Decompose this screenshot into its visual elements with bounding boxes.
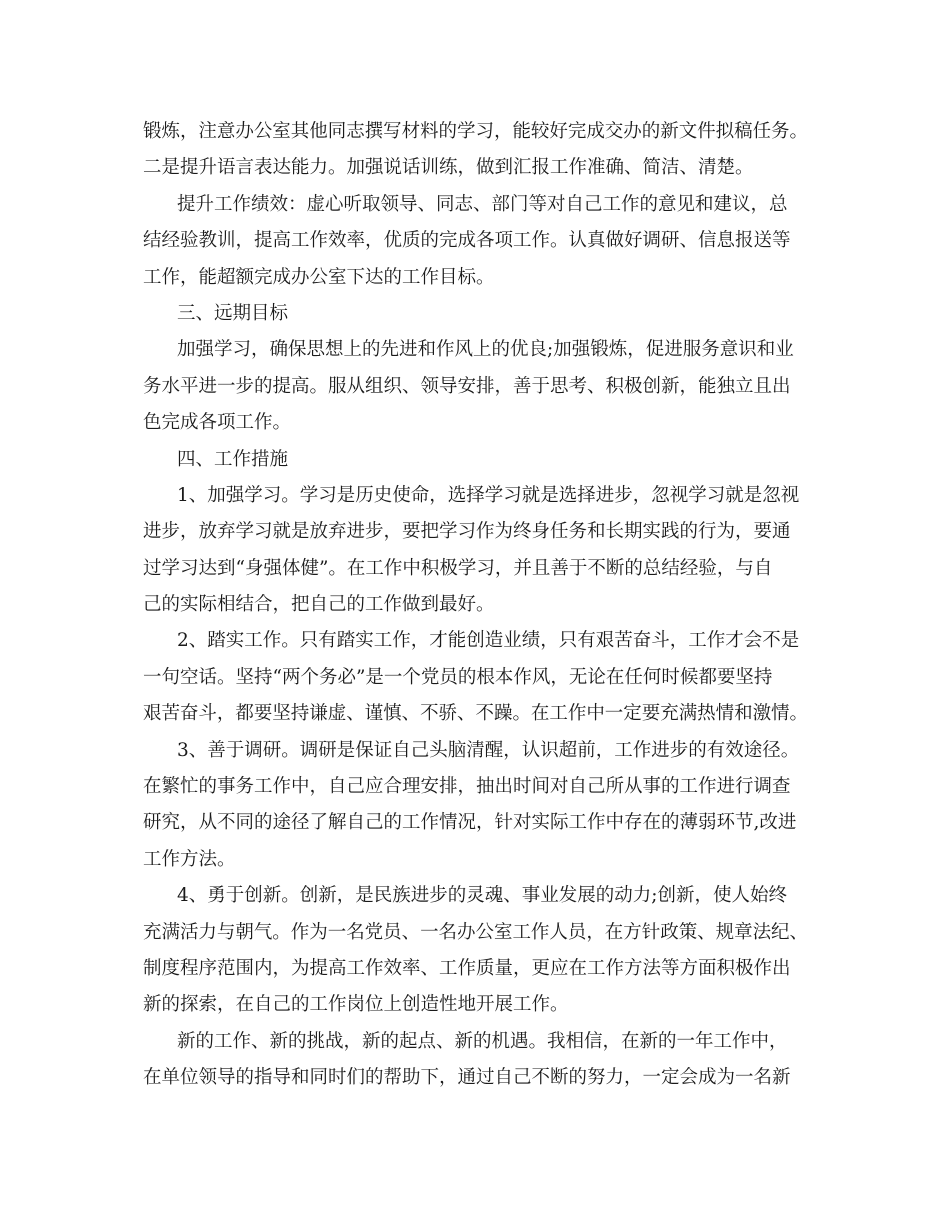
text-line: 工作方法。 (143, 848, 236, 870)
text-line: 己的实际相结合，把自己的工作做到最好。 (143, 594, 495, 616)
text-line: 务水平进一步的提高。服从组织、领导安排，善于思考、积极创新，能独立且出 (143, 375, 791, 397)
paragraph-first-line: 新的工作、新的挑战，新的起点、新的机遇。我相信，在新的一年工作中， (177, 1030, 788, 1052)
text-line: 研究，从不同的途径了解自己的工作情况，针对实际工作中存在的薄弱环节,改进 (143, 812, 797, 834)
document-body (143, 114, 808, 1097)
text-line: 艰苦奋斗，都要坚持谦虚、谨慎、不骄、不躁。在工作中一定要充满热情和激情。 (143, 703, 809, 725)
text-line: 在繁忙的事务工作中，自己应合理安排，抽出时间对自己所从事的工作进行调查 (143, 776, 791, 798)
text-line: 进步，放弃学习就是放弃进步，要把学习作为终身任务和长期实践的行为，要通 (143, 521, 791, 543)
text-line: 制度程序范围内，为提高工作效率、工作质量，更应在工作方法等方面积极作出 (143, 957, 791, 979)
paragraph-first-line: 三、远期目标 (177, 302, 289, 324)
paragraph-first-line: 3、善于调研。调研是保证自己头脑清醒，认识超前，工作进步的有效途径。 (177, 739, 800, 761)
text-line: 一句空话。坚持“两个务必”是一个党员的根本作风，无论在任何时候都要坚持 (143, 666, 773, 688)
text-line: 色完成各项工作。 (143, 412, 292, 434)
text-line: 新的探索，在自己的工作岗位上创造性地开展工作。 (143, 994, 569, 1016)
text-line: 过学习达到“身强体健”。在工作中积极学习，并且善于不断的总结经验，与自 (143, 557, 773, 579)
paragraph-first-line: 加强学习，确保思想上的先进和作风上的优良;加强锻炼，促进服务意识和业 (177, 339, 794, 361)
text-line: 锻炼，注意办公室其他同志撰写材料的学习，能较好完成交办的新文件拟稿任务。 (143, 121, 809, 142)
text-line: 结经验教训，提高工作效率，优质的完成各项工作。认真做好调研、信息报送等 (143, 230, 791, 252)
paragraph-first-line: 2、踏实工作。只有踏实工作，才能创造业绩，只有艰苦奋斗，工作才会不是 (177, 630, 800, 652)
paragraph-first-line: 提升工作绩效：虚心听取领导、同志、部门等对自己工作的意见和建议，总 (177, 193, 788, 215)
paragraph-first-line: 1、加强学习。学习是历史使命，选择学习就是选择进步，忽视学习就是忽视 (177, 484, 800, 506)
text-line: 在单位领导的指导和同时们的帮助下，通过自己不断的努力，一定会成为一名新 (143, 1067, 791, 1089)
paragraph-first-line: 四、工作措施 (177, 448, 289, 470)
text-line: 工作，能超额完成办公室下达的工作目标。 (143, 266, 495, 288)
paragraph-first-line: 4、勇于创新。创新，是民族进步的灵魂、事业发展的动力;创新，使人始终 (177, 885, 788, 907)
text-line: 充满活力与朝气。作为一名党员、一名办公室工作人员，在方针政策、规章法纪、 (143, 921, 809, 943)
text-line: 二是提升语言表达能力。加强说话训练，做到汇报工作准确、简洁、清楚。 (143, 157, 754, 179)
